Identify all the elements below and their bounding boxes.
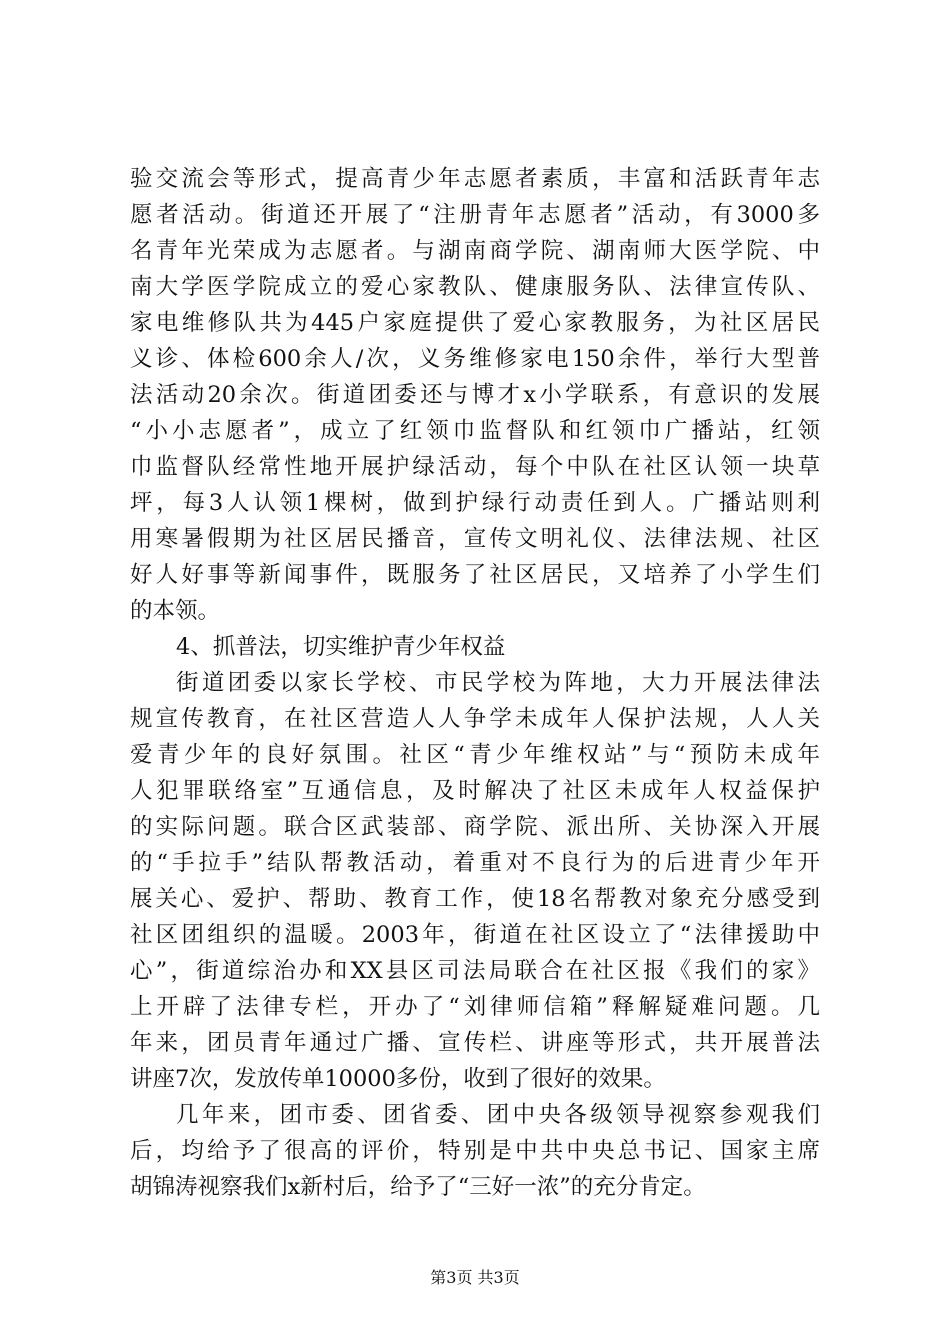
text-line: 名青年光荣成为志愿者。与湖南商学院、湖南师大医学院、中 [130, 238, 820, 264]
text-line: 后，均给予了很高的评价，特别是中共中央总书记、国家主席 [130, 1138, 820, 1164]
text-line: 讲座7次，发放传单10000多份，收到了很好的效果。 [130, 1066, 666, 1092]
text-line: 人犯罪联络室”互通信息，及时解决了社区未成年人权益保护 [130, 778, 820, 804]
text-line: 几年来，团市委、团省委、团中央各级领导视察参观我们 [176, 1102, 820, 1128]
text-line: 家电维修队共为445户家庭提供了爱心家教服务，为社区居民 [130, 310, 820, 336]
text-line: 胡锦涛视察我们x新村后，给予了“三好一浓”的充分肯定。 [130, 1174, 706, 1200]
text-line: 的实际问题。联合区武装部、商学院、派出所、关协深入开展 [130, 814, 820, 840]
text-line: 的“手拉手”结队帮教活动，着重对不良行为的后进青少年开 [130, 850, 820, 876]
section-heading: 4、抓普法，切实维护青少年权益 [176, 634, 506, 660]
text-line: 南大学医学院成立的爱心家教队、健康服务队、法律宣传队、 [130, 274, 820, 300]
text-line: 心”，街道综治办和XX县区司法局联合在社区报《我们的家》 [130, 958, 820, 984]
text-line: 展关心、爱护、帮助、教育工作，使18名帮教对象充分感受到 [130, 886, 820, 912]
document-body [130, 161, 820, 1205]
text-line: 用寒暑假期为社区居民播音，宣传文明礼仪、法律法规、社区 [130, 526, 820, 552]
text-line: 年来，团员青年通过广播、宣传栏、讲座等形式，共开展普法 [130, 1030, 820, 1056]
text-line: 社区团组织的温暖。2003年，街道在社区设立了“法律援助中 [130, 922, 820, 948]
page-number-footer: 第3页 共3页 [430, 1268, 520, 1287]
text-line: 愿者活动。街道还开展了“注册青年志愿者”活动，有3000多 [130, 202, 820, 228]
text-line: 法活动20余次。街道团委还与博才x小学联系，有意识的发展 [130, 382, 820, 408]
text-line: 上开辟了法律专栏，开办了“刘律师信箱”释解疑难问题。几 [130, 994, 820, 1020]
text-line: 义诊、体检600余人/次，义务维修家电150余件，举行大型普 [130, 346, 820, 372]
text-line: “小小志愿者”，成立了红领巾监督队和红领巾广播站，红领 [130, 418, 820, 444]
text-line: 街道团委以家长学校、市民学校为阵地，大力开展法律法 [176, 670, 820, 696]
text-line: 巾监督队经常性地开展护绿活动，每个中队在社区认领一块草 [130, 454, 820, 480]
text-line: 的本领。 [130, 598, 221, 624]
text-line: 坪，每3人认领1棵树，做到护绿行动责任到人。广播站则利 [130, 490, 820, 516]
text-line: 验交流会等形式，提高青少年志愿者素质，丰富和活跃青年志 [130, 166, 820, 192]
text-line: 爱青少年的良好氛围。社区“青少年维权站”与“预防未成年 [130, 742, 820, 768]
text-line: 规宣传教育，在社区营造人人争学未成年人保护法规，人人关 [130, 706, 820, 732]
text-line: 好人好事等新闻事件，既服务了社区居民，又培养了小学生们 [130, 562, 820, 588]
